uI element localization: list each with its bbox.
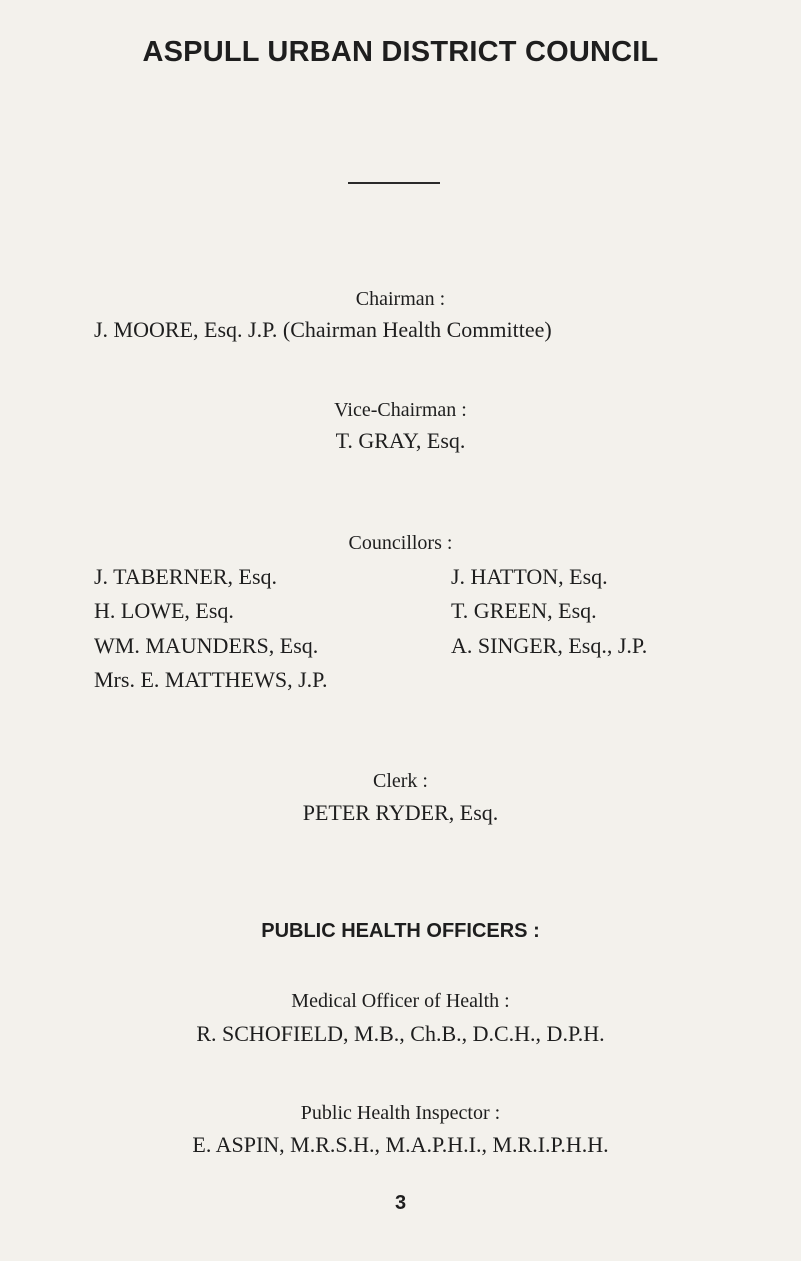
councillor-left-1: J. TABERNER, Esq.	[94, 564, 278, 589]
moh-name: R. SCHOFIELD, M.B., Ch.B., D.C.H., D.P.H.	[196, 1021, 605, 1046]
councillor-right-3: A. SINGER, Esq., J.P.	[451, 633, 648, 658]
title-divider	[348, 182, 440, 184]
clerk-name: PETER RYDER, Esq.	[302, 800, 499, 825]
page-number: 3	[394, 1192, 407, 1214]
councillor-right-2: T. GREEN, Esq.	[451, 598, 597, 623]
chairman-name: J. MOORE, Esq. J.P. (Chairman Health Committee)	[94, 317, 552, 342]
phi-name: E. ASPIN, M.R.S.H., M.A.P.H.I., M.R.I.P.H.H.	[192, 1132, 609, 1157]
phi-label: Public Health Inspector :	[300, 1102, 501, 1124]
vice-chairman-label: Vice-Chairman :	[334, 399, 467, 421]
councillor-left-3: WM. MAUNDERS, Esq.	[94, 633, 319, 658]
clerk-label: Clerk :	[373, 770, 428, 792]
chairman-label: Chairman :	[355, 288, 446, 310]
moh-label: Medical Officer of Health :	[291, 990, 510, 1012]
councillor-left-4: Mrs. E. MATTHEWS, J.P.	[94, 667, 328, 692]
councillors-label: Councillors :	[348, 532, 453, 554]
councillor-right-1: J. HATTON, Esq.	[451, 564, 608, 589]
public-health-heading: PUBLIC HEALTH OFFICERS :	[261, 920, 540, 942]
vice-chairman-name: T. GRAY, Esq.	[335, 428, 466, 453]
councillor-left-2: H. LOWE, Esq.	[94, 598, 234, 623]
page-title: ASPULL URBAN DISTRICT COUNCIL	[142, 36, 659, 68]
